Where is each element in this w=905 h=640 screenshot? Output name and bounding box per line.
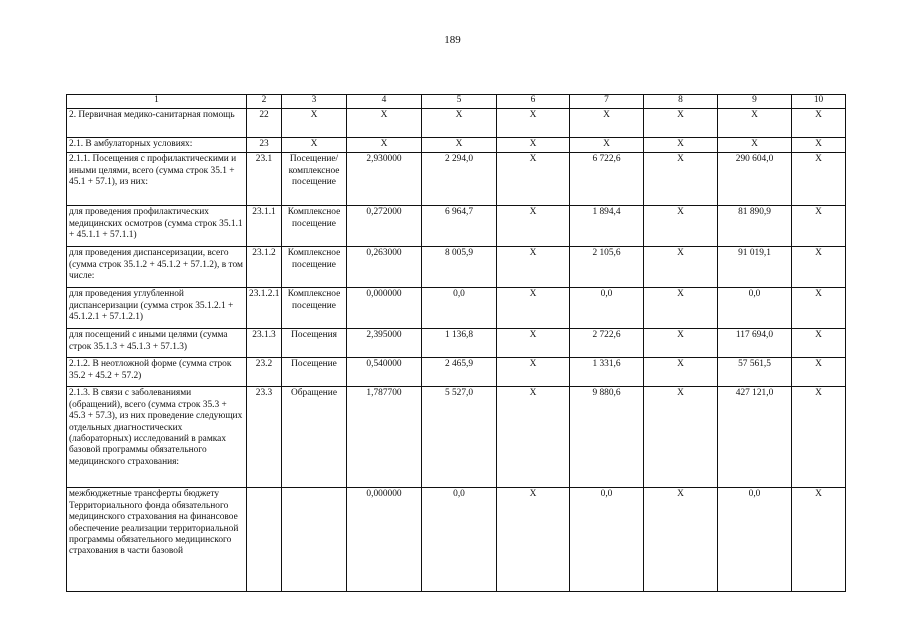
cell-value: 2 465,9: [422, 358, 497, 387]
row-label: 2.1.2. В неотложной форме (сумма строк 35.2 + 45.2 + 57.2): [67, 358, 247, 387]
cell-value: 0,540000: [347, 358, 422, 387]
cell-value: Х: [570, 138, 644, 153]
table-row: [67, 288, 846, 329]
cell-value: 5 527,0: [422, 387, 497, 488]
row-unit: Х: [282, 138, 347, 153]
column-header: 8: [644, 95, 718, 109]
cell-value: Х: [792, 153, 846, 206]
page-number: 189: [444, 34, 461, 46]
cell-value: 8 005,9: [422, 247, 497, 288]
column-header: 1: [67, 95, 247, 109]
row-label: межбюджетные трансферты бюджету Территориального фонда обязательного медицинского страхования на финансовое обеспечение реализации территориальной программы обязательного медицинского страхования в части базовой: [67, 488, 247, 592]
cell-value: Х: [718, 138, 792, 153]
table-row: [67, 387, 846, 488]
cell-value: Х: [497, 329, 570, 358]
cell-value: 91 019,1: [718, 247, 792, 288]
column-header: 4: [347, 95, 422, 109]
cell-value: Х: [497, 387, 570, 488]
cell-value: Х: [497, 288, 570, 329]
cell-value: 2,930000: [347, 153, 422, 206]
row-unit: Посещение/ комплексное посещение: [282, 153, 347, 206]
row-code: 23.1.3: [247, 329, 282, 358]
table-row: [67, 488, 846, 592]
cell-value: 0,000000: [347, 488, 422, 592]
row-label: для проведения диспансеризации, всего (сумма строк 35.1.2 + 45.1.2 + 57.1.2), в том числе:: [67, 247, 247, 288]
row-unit: Комплексное посещение: [282, 247, 347, 288]
cell-value: Х: [792, 247, 846, 288]
cell-value: Х: [792, 358, 846, 387]
table-row: [67, 247, 846, 288]
cell-value: Х: [718, 109, 792, 138]
cell-value: Х: [792, 329, 846, 358]
cell-value: 6 964,7: [422, 206, 497, 247]
cell-value: Х: [792, 138, 846, 153]
table-row: [67, 153, 846, 206]
row-code: 23.1.1: [247, 206, 282, 247]
data-table: [66, 94, 846, 592]
cell-value: Х: [644, 206, 718, 247]
cell-value: 0,0: [570, 488, 644, 592]
row-code: 22: [247, 109, 282, 138]
row-code: 23.1.2: [247, 247, 282, 288]
row-unit: Комплексное посещение: [282, 206, 347, 247]
row-label: 2.1.1. Посещения с профилактическими и иными целями, всего (сумма строк 35.1 + 45.1 + 57.1), из них:: [67, 153, 247, 206]
cell-value: 2 105,6: [570, 247, 644, 288]
cell-value: Х: [347, 138, 422, 153]
cell-value: Х: [644, 153, 718, 206]
table-row: [67, 206, 846, 247]
row-unit: Х: [282, 109, 347, 138]
cell-value: Х: [497, 109, 570, 138]
cell-value: Х: [644, 247, 718, 288]
cell-value: Х: [497, 488, 570, 592]
table-row: [67, 109, 846, 138]
cell-value: 2,395000: [347, 329, 422, 358]
cell-value: Х: [644, 488, 718, 592]
row-unit: Комплексное посещение: [282, 288, 347, 329]
cell-value: 0,000000: [347, 288, 422, 329]
cell-value: Х: [497, 153, 570, 206]
cell-value: Х: [792, 109, 846, 138]
row-label: для посещений с иными целями (сумма строк 35.1.3 + 45.1.3 + 57.1.3): [67, 329, 247, 358]
column-header: 7: [570, 95, 644, 109]
column-header: 10: [792, 95, 846, 109]
cell-value: Х: [792, 387, 846, 488]
table-row: [67, 329, 846, 358]
row-unit: Посещения: [282, 329, 347, 358]
cell-value: Х: [497, 358, 570, 387]
cell-value: Х: [497, 138, 570, 153]
row-code: 23.2: [247, 358, 282, 387]
cell-value: 117 694,0: [718, 329, 792, 358]
row-label: 2. Первичная медико-санитарная помощь: [67, 109, 247, 138]
cell-value: Х: [422, 138, 497, 153]
row-unit: [282, 488, 347, 592]
row-code: 23.1.2.1: [247, 288, 282, 329]
cell-value: 0,263000: [347, 247, 422, 288]
cell-value: Х: [644, 288, 718, 329]
cell-value: 0,272000: [347, 206, 422, 247]
cell-value: 0,0: [422, 488, 497, 592]
row-label: для проведения профилактических медицинских осмотров (сумма строк 35.1.1 + 45.1.1 + 57.1.1): [67, 206, 247, 247]
row-code: [247, 488, 282, 592]
cell-value: 1,787700: [347, 387, 422, 488]
table-row: [67, 138, 846, 153]
cell-value: 1 136,8: [422, 329, 497, 358]
row-unit: Обращение: [282, 387, 347, 488]
row-label: для проведения углубленной диспансеризации (сумма строк 35.1.2.1 + 45.1.2.1 + 57.1.2.1): [67, 288, 247, 329]
column-header: 5: [422, 95, 497, 109]
cell-value: 290 604,0: [718, 153, 792, 206]
cell-value: 57 561,5: [718, 358, 792, 387]
cell-value: Х: [644, 358, 718, 387]
cell-value: Х: [497, 206, 570, 247]
cell-value: Х: [792, 488, 846, 592]
cell-value: Х: [497, 247, 570, 288]
row-code: 23.1: [247, 153, 282, 206]
row-code: 23: [247, 138, 282, 153]
cell-value: 0,0: [422, 288, 497, 329]
column-header: 2: [247, 95, 282, 109]
column-header: 9: [718, 95, 792, 109]
cell-value: Х: [644, 329, 718, 358]
cell-value: 9 880,6: [570, 387, 644, 488]
row-code: 23.3: [247, 387, 282, 488]
table-header-row: [67, 95, 846, 109]
cell-value: 2 722,6: [570, 329, 644, 358]
cell-value: 1 894,4: [570, 206, 644, 247]
row-label: 2.1.3. В связи с заболеваниями (обращений), всего (сумма строк 35.3 + 45.3 + 57.3), из них проведение следующих отдельных диагностических (лабораторных) исследований в рамках базовой программы обязательного медицинского страхования:: [67, 387, 247, 488]
cell-value: 81 890,9: [718, 206, 792, 247]
column-header: 6: [497, 95, 570, 109]
cell-value: 427 121,0: [718, 387, 792, 488]
cell-value: Х: [644, 109, 718, 138]
cell-value: Х: [570, 109, 644, 138]
cell-value: Х: [422, 109, 497, 138]
cell-value: Х: [644, 387, 718, 488]
cell-value: Х: [792, 288, 846, 329]
cell-value: 0,0: [718, 488, 792, 592]
row-label: 2.1. В амбулаторных условиях:: [67, 138, 247, 153]
table-row: [67, 358, 846, 387]
cell-value: Х: [644, 138, 718, 153]
column-header: 3: [282, 95, 347, 109]
cell-value: Х: [347, 109, 422, 138]
cell-value: 6 722,6: [570, 153, 644, 206]
cell-value: 0,0: [718, 288, 792, 329]
row-unit: Посещение: [282, 358, 347, 387]
cell-value: 1 331,6: [570, 358, 644, 387]
cell-value: 2 294,0: [422, 153, 497, 206]
cell-value: 0,0: [570, 288, 644, 329]
cell-value: Х: [792, 206, 846, 247]
